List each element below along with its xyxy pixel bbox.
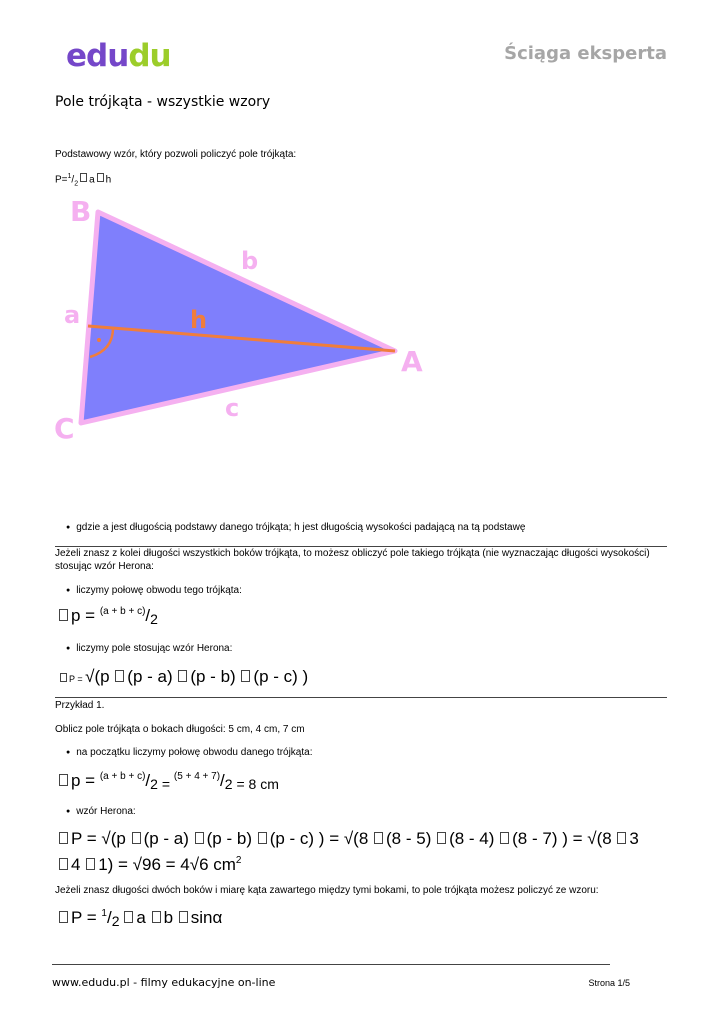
missing-glyph-icon xyxy=(60,673,67,682)
missing-glyph-icon xyxy=(132,832,141,844)
missing-glyph-icon xyxy=(241,670,250,682)
right-angle-dot xyxy=(97,338,101,342)
footer-website: www.edudu.pl - filmy edukacyjne on-line xyxy=(52,976,276,989)
missing-glyph-icon xyxy=(59,911,68,923)
heron-intro: Jeżeli znasz z kolei długości wszystkich boków trójkąta, to możesz obliczyć pole takiego trójkąta (nie wyznaczając długości wysokości) stosując wzór Herona: xyxy=(55,548,650,572)
side-label-a: a xyxy=(64,301,81,329)
missing-glyph-icon xyxy=(115,670,124,682)
page-number: Strona 1/5 xyxy=(588,978,630,988)
side-label-b: b xyxy=(241,247,259,275)
logo-letter-u2: u xyxy=(149,38,171,74)
example-heading: Przykład 1. xyxy=(55,700,105,711)
logo-letter-d: d xyxy=(86,38,108,74)
missing-glyph-icon xyxy=(59,609,68,621)
divider-line-2 xyxy=(55,697,667,698)
formula-half-perimeter: $p = ^{(a + b + c)}/_2$ xyxy=(58,606,158,627)
missing-glyph-icon xyxy=(59,774,68,786)
vertex-label-C: C xyxy=(54,412,75,445)
intro-text: Podstawowy wzór, który pozwoli policzyć pole trójkąta: xyxy=(55,149,297,160)
bullet-definition: ● gdzie a jest długością podstawy danego trójkąta; h jest długością wysokości padającą na tą podstawę xyxy=(66,522,525,533)
vertex-label-A: A xyxy=(401,345,423,378)
sine-intro: Jeżeli znasz długości dwóch boków i miarę kąta zawartego między tymi bokami, to pole trójkąta możesz policzyć ze wzoru: xyxy=(55,885,599,896)
formula-heron: P = √(p (p - a) (p - b) (p - c) ) xyxy=(58,667,308,687)
triangle-diagram xyxy=(50,190,440,450)
formula-heron-calculation: P = √(p (p - a) (p - b) (p - c) ) = √(8 (8 - 5) (8 - 4) (8 - 7) ) = √(8 3 4 1) = √96 = 4√6 $cm^2$ xyxy=(58,828,639,876)
example-text: Oblicz pole trójkąta o bokach długości: 5 cm, 4 cm, 7 cm xyxy=(55,724,305,735)
basic-formula: $P=^1/_2$ a h xyxy=(55,173,112,188)
footer-divider xyxy=(52,964,610,965)
missing-glyph-icon xyxy=(59,858,68,870)
formula-sine: $P = ^1/_2$ a b sinα xyxy=(58,908,222,929)
missing-glyph-icon xyxy=(258,832,267,844)
bullet-heron: ● liczymy pole stosując wzór Herona: xyxy=(66,643,232,654)
logo-letter-u: u xyxy=(107,38,129,74)
missing-glyph-icon xyxy=(124,911,133,923)
bullet-heron-example: ● wzór Herona: xyxy=(66,806,136,817)
vertex-label-B: B xyxy=(70,195,92,228)
page-title: Pole trójkąta - wszystkie wzory xyxy=(55,94,271,110)
bullet-half-perimeter: ● liczymy połowę obwodu tego trójkąta: xyxy=(66,585,242,596)
missing-glyph-icon xyxy=(80,173,87,182)
missing-glyph-icon xyxy=(152,911,161,923)
logo-letter-e: e xyxy=(66,38,87,74)
logo-letter-d2: d xyxy=(128,38,150,74)
missing-glyph-icon xyxy=(97,173,104,182)
formula-half-perimeter-example: $p = ^{(a + b + c)}/_{2 =}$ $^{(5 + 4 + 7)}/_{2 = 8 cm}$ xyxy=(58,771,279,792)
missing-glyph-icon xyxy=(374,832,383,844)
missing-glyph-icon xyxy=(178,670,187,682)
side-label-c: c xyxy=(225,394,240,422)
missing-glyph-icon xyxy=(437,832,446,844)
missing-glyph-icon xyxy=(59,832,68,844)
missing-glyph-icon xyxy=(179,911,188,923)
missing-glyph-icon xyxy=(500,832,509,844)
edudu-logo xyxy=(66,38,171,74)
brand-tagline: Ściąga eksperta xyxy=(504,43,667,64)
missing-glyph-icon xyxy=(195,832,204,844)
height-label-h: h xyxy=(190,306,208,334)
bullet-half-perimeter-example: ● na początku liczymy połowę obwodu danego trójkąta: xyxy=(66,747,312,758)
triangle-shape xyxy=(81,212,395,423)
missing-glyph-icon xyxy=(86,858,95,870)
missing-glyph-icon xyxy=(617,832,626,844)
